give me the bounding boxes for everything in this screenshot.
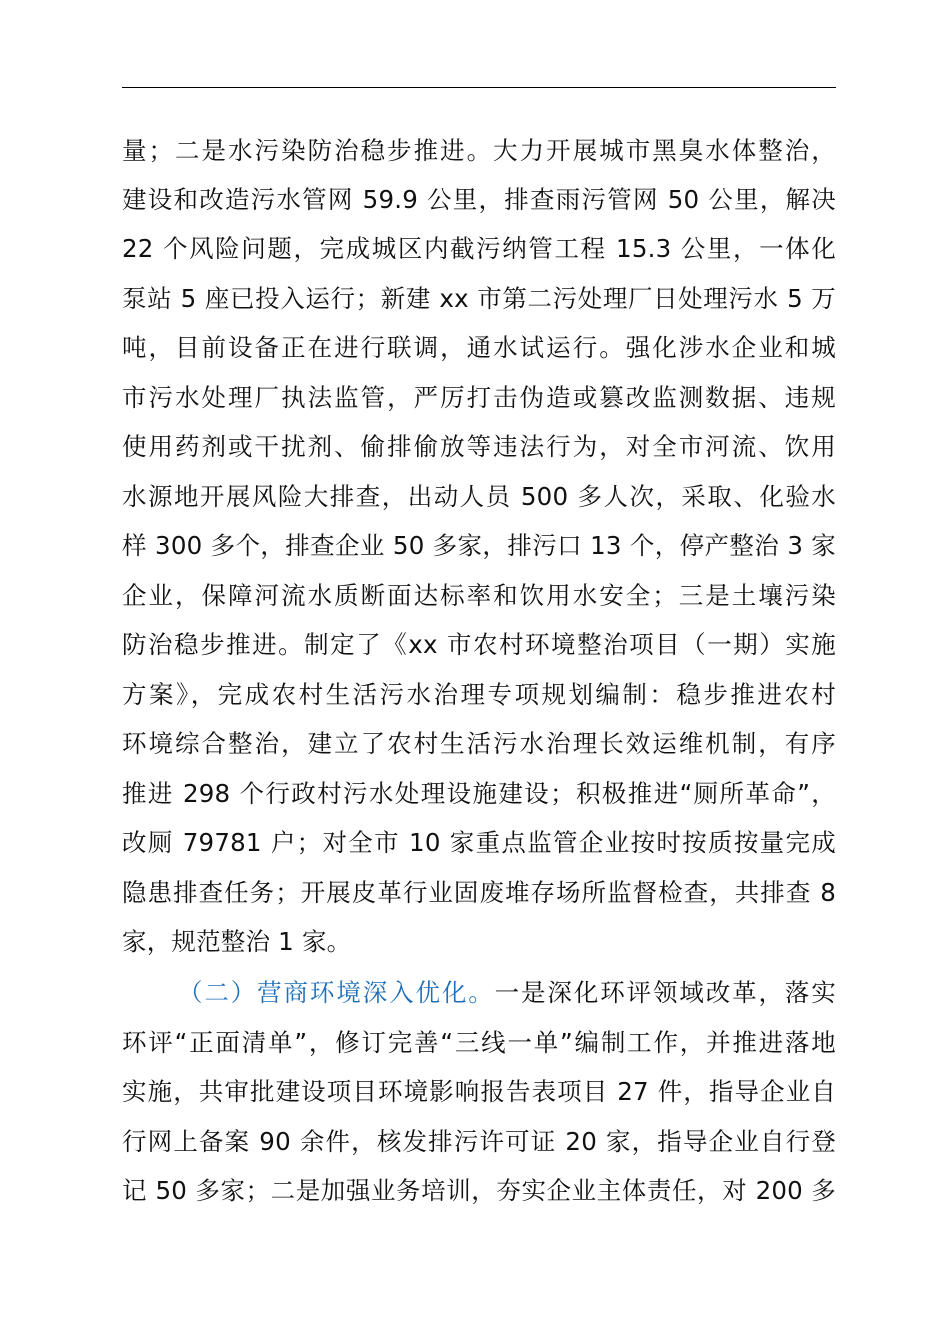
paragraph-line: 行网上备案 90 余件，核发排污许可证 20 家，指导企业自行登 (122, 1127, 836, 1156)
paragraph-line: 实施，共审批建设项目环境影响报告表项目 27 件，指导企业自 (122, 1077, 836, 1106)
paragraph-line: 样 300 多个，排查企业 50 多家，排污口 13 个，停产整治 3 家 (122, 531, 836, 560)
paragraph-line: 市污水处理厂执法监管，严厉打击伪造或篡改监测数据、违规 (122, 383, 836, 412)
paragraph-line: 建设和改造污水管网 59.9 公里，排查雨污管网 50 公里，解决 (122, 185, 836, 214)
paragraph-line: 家，规范整治 1 家。 (122, 927, 352, 956)
section-first-line (178, 974, 836, 1012)
header-rule (122, 87, 836, 88)
paragraph-line: 改厕 79781 户；对全市 10 家重点监管企业按时按质按量完成 (122, 828, 836, 857)
paragraph-line: 方案》，完成农村生活污水治理专项规划编制：稳步推进农村 (122, 680, 836, 709)
paragraph-line: 推进 298 个行政村污水处理设施建设；积极推进“厕所革命”， (122, 779, 836, 808)
section-first-line-text: 一是深化环评领域改革，落实 (494, 978, 836, 1007)
paragraph-line: 水源地开展风险大排查，出动人员 500 多人次，采取、化验水 (122, 482, 836, 511)
paragraph-line: 企业，保障河流水质断面达标率和饮用水安全；三是土壤污染 (122, 581, 836, 610)
paragraph-line: 泵站 5 座已投入运行；新建 xx 市第二污处理厂日处理污水 5 万 (122, 284, 836, 313)
paragraph-line: 隐患排查任务；开展皮革行业固废堆存场所监督检查，共排查 8 (122, 878, 836, 907)
paragraph-line: 环评“正面清单”，修订完善“三线一单”编制工作，并推进落地 (122, 1028, 836, 1057)
section-heading: （二）营商环境深入优化。 (178, 978, 495, 1007)
paragraph-line: 记 50 多家；二是加强业务培训，夯实企业主体责任，对 200 多 (122, 1176, 836, 1205)
paragraph-line: 使用药剂或干扰剂、偷排偷放等违法行为，对全市河流、饮用 (122, 432, 836, 461)
paragraph-line: 防治稳步推进。制定了《xx 市农村环境整治项目（一期）实施 (122, 630, 836, 659)
paragraph-line: 环境综合整治，建立了农村生活污水治理长效运维机制，有序 (122, 729, 836, 758)
paragraph-line: 量；二是水污染防治稳步推进。大力开展城市黑臭水体整治， (122, 136, 836, 165)
paragraph-line: 吨，目前设备正在进行联调，通水试运行。强化涉水企业和城 (122, 333, 836, 362)
paragraph-line: 22 个风险问题，完成城区内截污纳管工程 15.3 公里，一体化 (122, 234, 836, 263)
